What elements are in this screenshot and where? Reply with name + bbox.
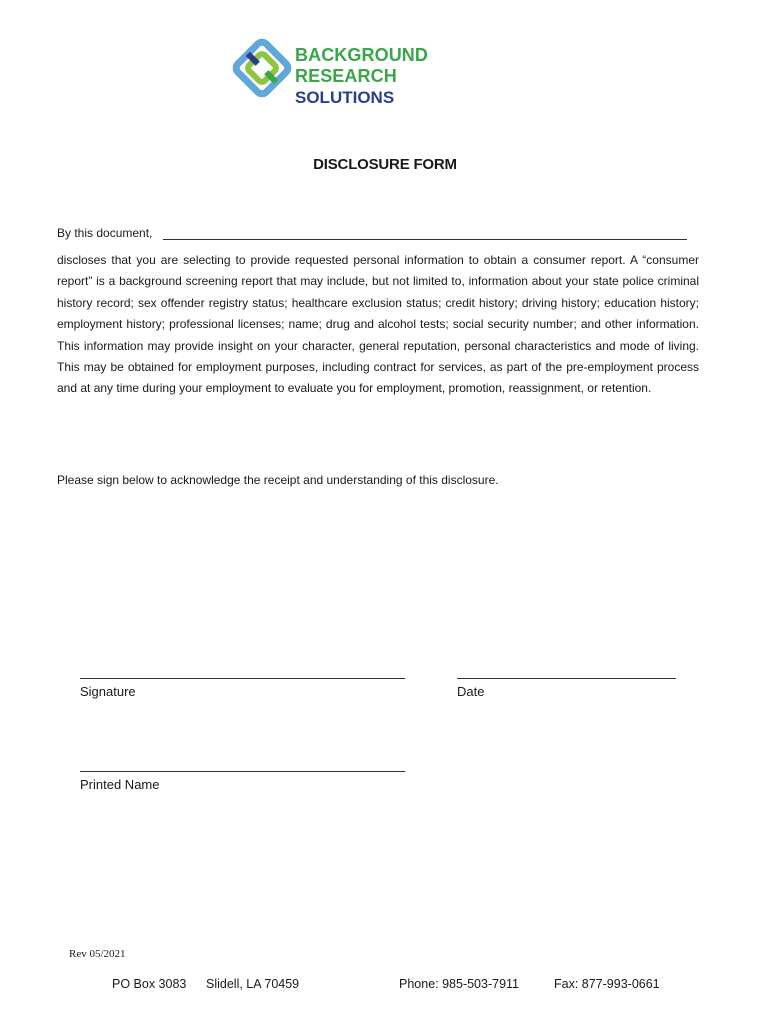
- disclosure-paragraph: discloses that you are selecting to provide requested personal information to obtain a consumer report. A “consumer report” is a background screening report that may include, but not limited to, information about your state police criminal history record; sex offender registry status; healthcare exclusion status; credit history; driving history; education history; employment history; professional licenses; name; drug and alcohol tests; social security number; and other information. This information may provide insight on your character, general reputation, personal characteristics and mode of living. This may be obtained for employment purposes, including contract for services, as part of the pre-employment process and at any time during your employment to evaluate you for employment, promotion, reassignment, or retention.: [57, 253, 699, 396]
- footer-po-box: PO Box 3083: [112, 977, 187, 991]
- printed-name-label: Printed Name: [80, 777, 160, 792]
- logo-wordmark: [295, 45, 532, 108]
- acknowledge-instruction: Please sign below to acknowledge the receipt and understanding of this disclosure.: [57, 473, 499, 487]
- date-field-line[interactable]: [457, 678, 676, 679]
- company-name-field-line[interactable]: [163, 239, 687, 240]
- by-this-document-label: By this document,: [57, 226, 153, 240]
- logo-line-1: BACKGROUND RESEARCH: [295, 45, 428, 86]
- footer-city: Slidell, LA 70459: [206, 977, 300, 991]
- signature-label: Signature: [80, 684, 136, 699]
- revision-date: Rev 05/2021: [69, 948, 126, 960]
- company-logo: [232, 36, 532, 107]
- logo-mark-icon: [232, 36, 292, 100]
- footer-fax: Fax: 877-993-0661: [554, 977, 660, 991]
- logo-line-2: SOLUTIONS: [295, 88, 395, 107]
- footer-phone: Phone: 985-503-7911: [399, 977, 520, 991]
- date-label: Date: [457, 684, 485, 699]
- signature-field-line[interactable]: [80, 678, 405, 679]
- printed-name-field-line[interactable]: [80, 771, 405, 772]
- page-title: DISCLOSURE FORM: [313, 156, 457, 173]
